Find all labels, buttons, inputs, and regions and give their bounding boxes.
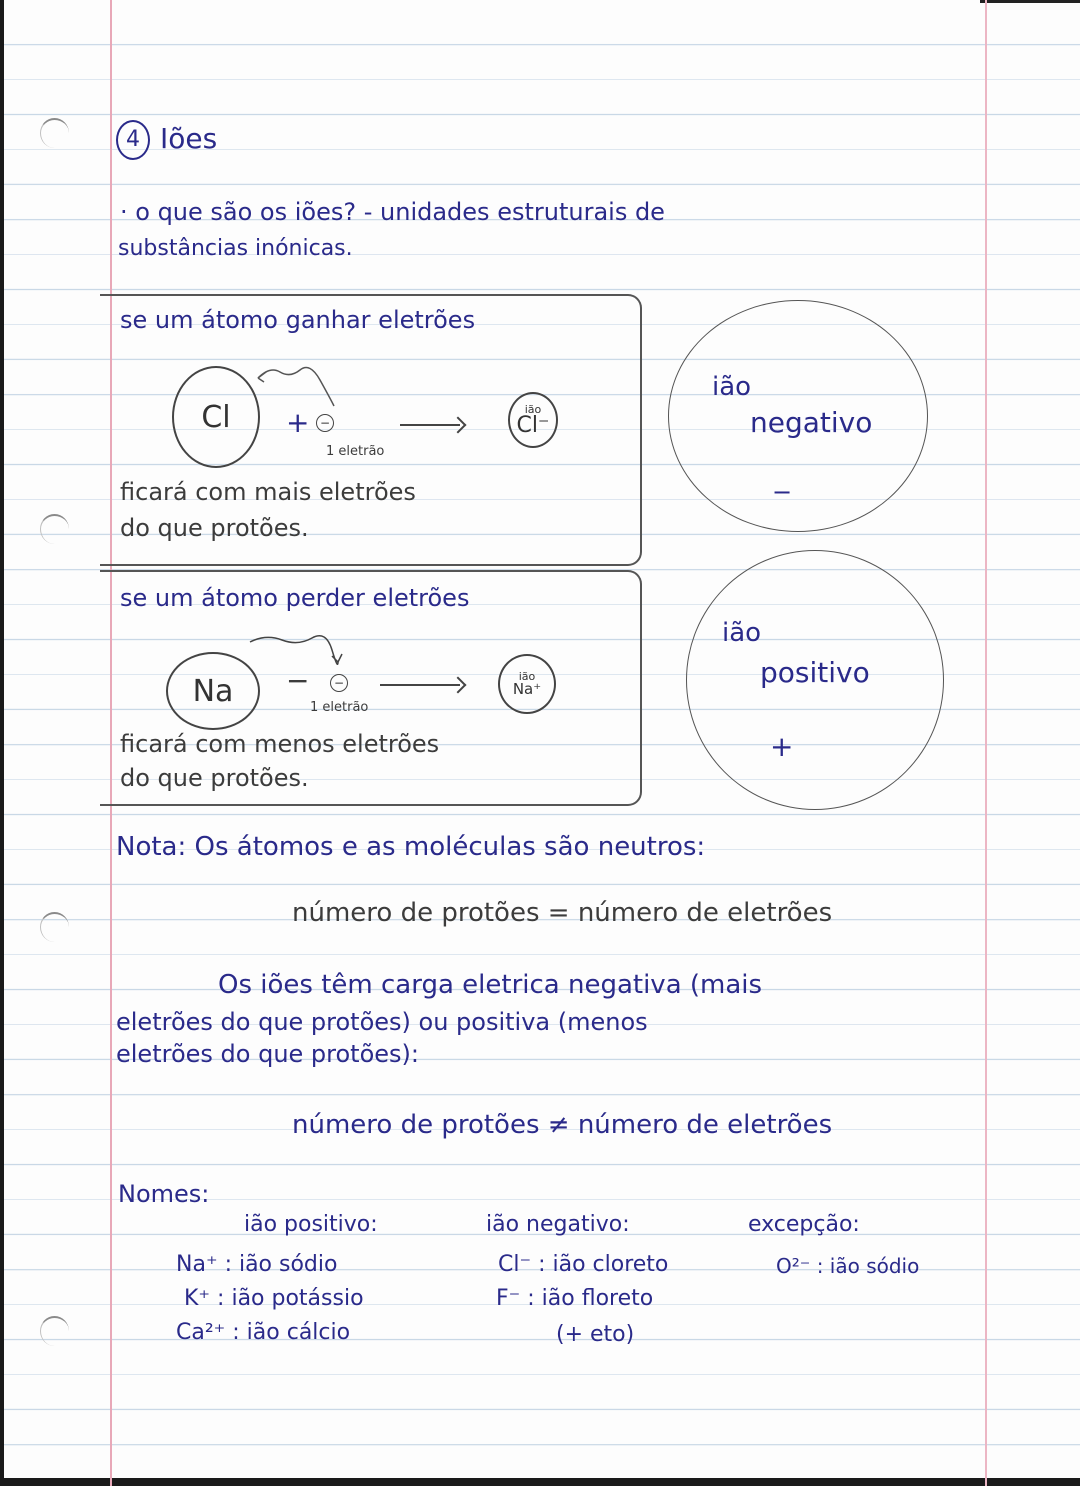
ion-symbol: Na⁺ — [176, 1252, 218, 1277]
ion-symbol: F⁻ — [496, 1286, 521, 1311]
ions-paragraph-2: eletrões do que protões) ou positiva (menos — [116, 1008, 648, 1036]
ions-paragraph-1: Os iões têm carga eletrica negativa (mais — [218, 970, 763, 1000]
exception-row — [776, 1254, 919, 1278]
positive-ion-label-1: ião — [722, 618, 762, 648]
chlorine-atom — [172, 366, 260, 468]
positive-ion-label-2: positivo — [760, 656, 870, 689]
positive-header: ião positivo: — [244, 1212, 378, 1237]
lose-heading: se um átomo perder eletrões — [120, 584, 470, 612]
note-line: Nota: Os átomos e as moléculas são neutros: — [116, 832, 706, 862]
electron-label: 1 eletrão — [310, 700, 369, 715]
chloride-ion — [508, 392, 558, 448]
chlorine-atom-label: Cl — [201, 399, 231, 435]
section-title: Iões — [160, 122, 218, 155]
negative-sign: − — [772, 478, 793, 506]
punch-hole-icon — [40, 118, 69, 148]
gain-heading: se um átomo ganhar eletrões — [120, 306, 476, 334]
exception-header: excepção: — [748, 1212, 860, 1237]
ion-label: ião — [518, 670, 536, 683]
lose-conclusion-2: do que protões. — [120, 764, 309, 792]
electron-icon — [330, 674, 348, 692]
electron-label: 1 eletrão — [326, 444, 385, 459]
ion-name: : ião sódio — [224, 1252, 338, 1277]
punch-hole-icon — [40, 514, 69, 544]
intro-line-1: · o que são os iões? - unidades estruturais de — [120, 198, 665, 226]
lose-conclusion-1: ficará com menos eletrões — [120, 730, 440, 758]
section-number: 4 — [116, 120, 150, 160]
negative-row — [498, 1252, 668, 1277]
positive-row — [176, 1320, 350, 1345]
positive-row — [176, 1252, 337, 1277]
reaction-arrow-icon — [380, 684, 460, 686]
sodium-atom-label: Na — [192, 673, 234, 709]
ion-symbol: Na⁺ — [512, 680, 542, 698]
positive-sign: + — [770, 730, 794, 763]
ion-name: : ião cloreto — [538, 1252, 669, 1277]
negative-ion-label-1: ião — [712, 372, 752, 402]
scan-edge-left — [0, 0, 4, 1486]
intro-line-2: substâncias inónicas. — [118, 236, 353, 261]
gain-conclusion-2: do que protões. — [120, 514, 309, 542]
neutral-equation: número de protões = número de eletrões — [292, 898, 833, 928]
plus-operator: + — [286, 406, 310, 439]
scan-edge-top — [980, 0, 1080, 3]
negative-row — [496, 1286, 653, 1311]
ion-name: : ião floreto — [527, 1286, 654, 1311]
ion-name: : ião cálcio — [232, 1320, 351, 1345]
negative-ion-label-2: negativo — [750, 406, 873, 439]
ion-symbol: Cl⁻ — [498, 1252, 532, 1277]
negative-header: ião negativo: — [486, 1212, 630, 1237]
ion-symbol: K⁺ — [184, 1286, 211, 1311]
scan-edge-bottom — [0, 1478, 1080, 1486]
punch-hole-icon — [40, 912, 69, 942]
margin-line-right — [985, 0, 987, 1486]
electron-sign: − — [333, 676, 345, 690]
electron-icon — [316, 414, 334, 432]
ions-paragraph-3: eletrões do que protões): — [116, 1040, 419, 1068]
ion-name: : ião sódio — [816, 1254, 920, 1278]
gain-conclusion-1: ficará com mais eletrões — [120, 478, 416, 506]
ion-symbol: Ca²⁺ — [176, 1320, 226, 1345]
positive-row — [184, 1286, 364, 1311]
electron-sign: − — [319, 416, 331, 430]
negative-suffix-hint: (+ eto) — [556, 1322, 635, 1347]
ion-symbol: Cl⁻ — [516, 412, 550, 438]
punch-hole-icon — [40, 1316, 69, 1346]
sodium-ion — [498, 654, 556, 714]
ion-equation: número de protões ≠ número de eletrões — [292, 1110, 833, 1140]
ion-symbol: O²⁻ — [776, 1254, 811, 1278]
ion-name: : ião potássio — [217, 1286, 364, 1311]
names-heading: Nomes: — [118, 1180, 210, 1208]
minus-operator: − — [286, 664, 310, 697]
ion-label: ião — [524, 402, 542, 416]
